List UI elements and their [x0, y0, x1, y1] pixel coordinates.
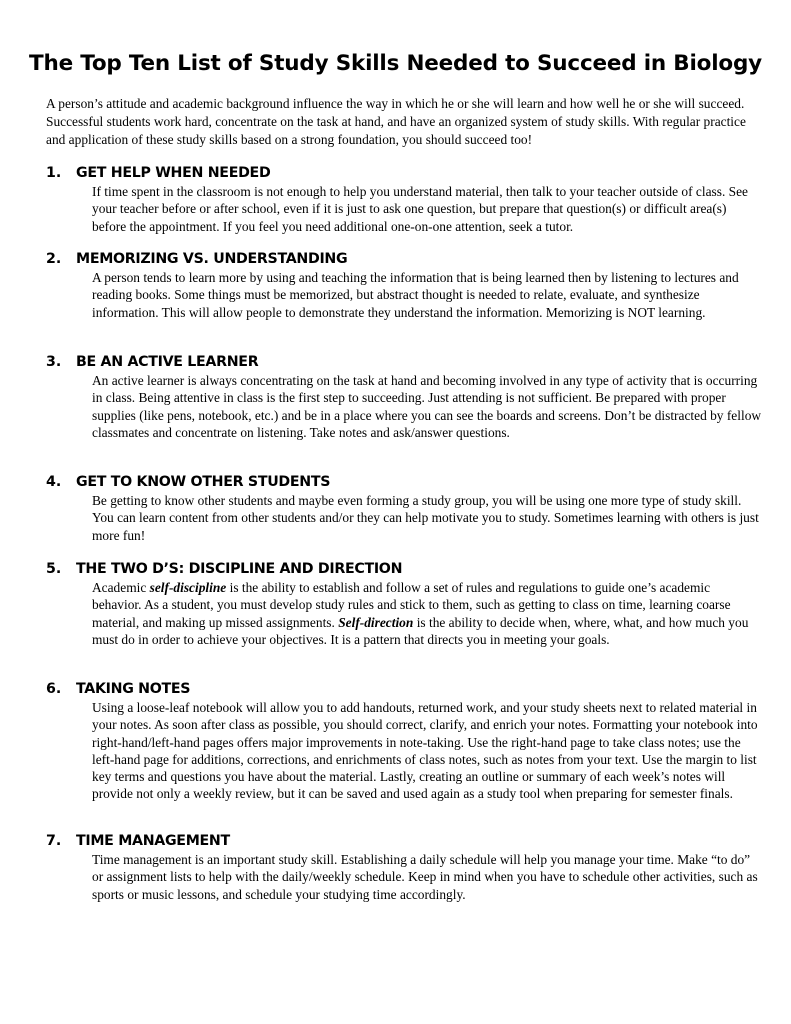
- section-heading: [46, 163, 761, 183]
- section-number: 1.: [46, 165, 62, 181]
- section-number: 7.: [46, 833, 62, 849]
- section-number: 5.: [46, 561, 62, 577]
- section-two-ds: [46, 559, 761, 648]
- section-body: A person tends to learn more by using and teaching the information that is being learned then by listening to lectures and reading books. Some things must be memorized, but abstract thought is needed to relate, evaluate, and synthesize information. This will allow people to demonstrate they understand the information. Memorizing is NOT learning.: [92, 270, 739, 320]
- section-heading: [46, 249, 761, 269]
- section-title: BE AN ACTIVE LEARNER: [76, 354, 259, 370]
- section-title: GET TO KNOW OTHER STUDENTS: [76, 474, 331, 490]
- section-heading: [46, 679, 761, 699]
- body-text: is the ability to establish and follow a set of rules and regulations to guide one’s academic behavior. As a student, you must develop study rules and stick to them, such as getting to class on time, learning coarse material, and making up missed assignments.: [92, 580, 731, 630]
- section-title: TAKING NOTES: [76, 681, 191, 697]
- section-number: 3.: [46, 354, 62, 370]
- body-text: is the ability to decide when, where, what, and how much you must do in order to achieve your objectives. It is a pattern that directs you in meeting your goals.: [92, 614, 749, 647]
- section-heading: [46, 352, 761, 372]
- section-heading: [46, 472, 761, 492]
- section-heading: [46, 559, 761, 579]
- section-time-management: [46, 831, 761, 903]
- page-title: The Top Ten List of Study Skills Needed to Succeed in Biology: [29, 51, 762, 76]
- section-title: TIME MANAGEMENT: [76, 833, 230, 849]
- section-taking-notes: [46, 679, 761, 803]
- section-get-help: [46, 163, 761, 235]
- section-body: [92, 579, 762, 648]
- intro-paragraph: A person’s attitude and academic background influence the way in which he or she will learn and how well he or she will succeed. Successful students work hard, concentrate on the task at hand, and have an organized system of study skills. With regular practice and application of these study skills based on a strong foundation, you should succeed too!: [46, 96, 746, 147]
- term-self-direction: Self-direction: [338, 614, 414, 630]
- section-body: An active learner is always concentrating on the task at hand and becoming involved in any type of activity that is occurring in class. Being attentive in class is the first step to succeeding. Just attending is not sufficient. Be prepared with proper supplies (like pens, notebook, etc.) and be in a place where you can see the boards and screens. Don’t be distracted by fellow classmates and concentrate on listening. Take notes and ask/answer questions.: [92, 373, 762, 440]
- section-title: THE TWO D’S: DISCIPLINE AND DIRECTION: [76, 561, 403, 577]
- section-other-students: [46, 472, 761, 544]
- section-body: Time management is an important study skill. Establishing a daily schedule will help you manage your time. Make “to do” or assignment lists to help with the daily/weekly schedule. Keep in mind when you have to schedule other activities, such as sports or music lessons, and schedule your studying time accordingly.: [92, 852, 758, 902]
- section-active-learner: [46, 352, 761, 441]
- section-body: If time spent in the classroom is not enough to help you understand material, then talk to your teacher outside of class. See your teacher before or after school, even if it is just to ask one question, but prepare that question(s) or difficult area(s) before the appointment. If you feel you need additional one-on-one attention, seek a tutor.: [92, 184, 748, 234]
- section-memorizing: [46, 249, 761, 321]
- section-body: Be getting to know other students and maybe even forming a study group, you will be using one more type of study skill. You can learn content from other students and/or they can help motivate you to study. Sometimes learning with others is just more fun!: [92, 493, 759, 543]
- section-number: 4.: [46, 474, 62, 490]
- section-title: MEMORIZING VS. UNDERSTANDING: [76, 251, 348, 267]
- term-self-discipline: self-discipline: [149, 580, 227, 595]
- section-body: Using a loose-leaf notebook will allow you to add handouts, returned work, and your study sheets next to related material in your notes. As soon after class as possible, you should correct, clarify, and enrich your notes. Formatting your notebook into right-hand/left-hand pages offers major improvements in note-taking. Use the right-hand page to take class notes; use the left-hand page for additions, corrections, and enrichments of class notes, such as notes from your text. Use the margin to list key terms and questions you have about the material. Lastly, creating an outline or summary of each week’s notes will provide not only a weekly review, but it can be saved and used again as a study tool when preparing for semester finals.: [92, 700, 758, 802]
- section-title: GET HELP WHEN NEEDED: [76, 165, 271, 181]
- section-heading: [46, 831, 761, 851]
- section-number: 6.: [46, 681, 62, 697]
- section-number: 2.: [46, 251, 62, 267]
- body-text: Academic: [92, 580, 150, 595]
